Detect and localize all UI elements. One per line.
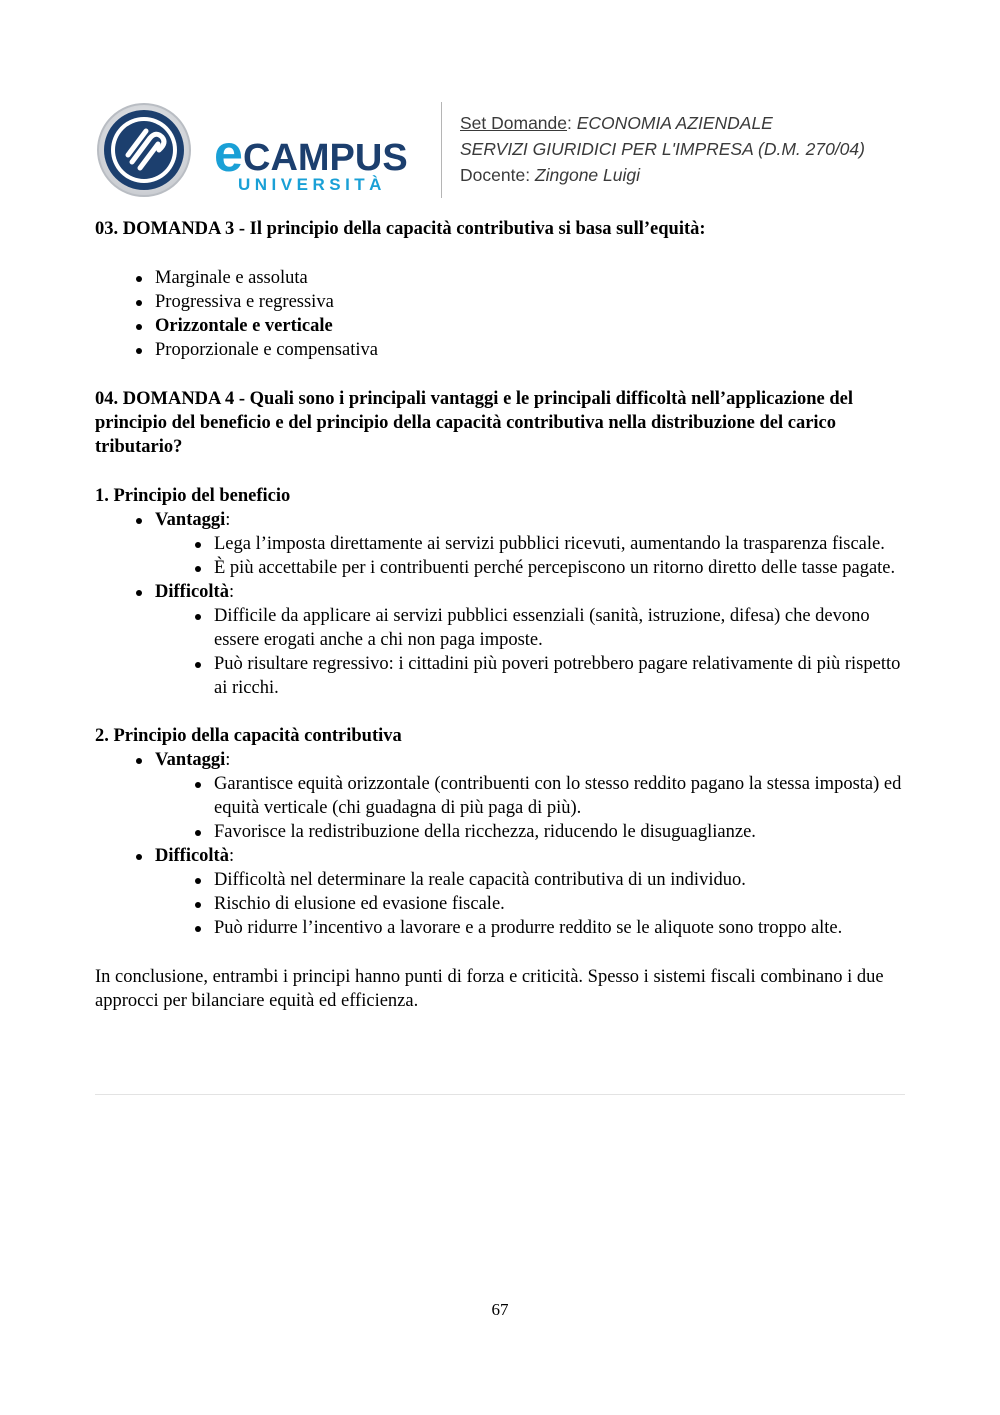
list-item-text: Garantisce equità orizzontale (contribuenti con lo stesso reddito pagano la stessa imposta) ed equità verticale (chi guadagna di più paga di più). <box>214 774 902 818</box>
logo-universita: UNIVERSITÀ <box>238 175 386 194</box>
vantaggi-list <box>155 772 910 844</box>
colon: : <box>228 846 235 866</box>
section-2-list <box>95 748 910 940</box>
bullet-icon <box>136 348 142 354</box>
teacher-separator: : <box>525 165 535 185</box>
question-3-title: 03. DOMANDA 3 - Il principio della capacità contributiva si basa sull’equità: <box>95 219 706 239</box>
question-3-options <box>95 266 910 362</box>
bullet-icon <box>195 782 201 788</box>
list-item-text: Rischio di elusione ed evasione fiscale. <box>214 894 505 914</box>
vantaggi-item <box>155 748 910 844</box>
section-heading: 2. Principio della capacità contributiva <box>95 726 402 746</box>
set-separator: : <box>567 113 577 133</box>
list-item-text: È più accettabile per i contribuenti perché percepiscono un ritorno diretto delle tasse pagate. <box>214 558 896 578</box>
teacher-line <box>460 162 865 188</box>
list-item <box>214 532 910 556</box>
bullet-icon <box>195 566 201 572</box>
list-item <box>214 892 910 916</box>
list-item-text: Favorisce la redistribuzione della ricchezza, riducendo le disuguaglianze. <box>214 822 756 842</box>
page-number: 67 <box>491 1300 509 1319</box>
header-divider <box>441 102 442 198</box>
list-item <box>214 772 910 820</box>
option-text: Marginale e assoluta <box>155 268 308 288</box>
set-line <box>460 110 865 136</box>
teacher-label: Docente <box>460 165 526 185</box>
difficolta-list <box>155 868 910 940</box>
teacher-value: Zingone Luigi <box>534 165 640 185</box>
logo-campus: CAMPUS <box>243 137 408 179</box>
bullet-icon <box>136 590 142 596</box>
section-1-list <box>95 508 910 700</box>
option-text-correct: Orizzontale e verticale <box>155 316 333 336</box>
difficolta-list <box>155 604 910 700</box>
difficolta-label: Difficoltà <box>155 846 229 866</box>
colon: : <box>228 582 235 602</box>
list-item <box>214 604 910 652</box>
difficolta-item <box>155 844 910 940</box>
set-label: Set Domande <box>460 113 568 133</box>
option-item <box>155 266 910 290</box>
bullet-icon <box>136 758 142 764</box>
list-item <box>214 820 910 844</box>
ecampus-logo <box>96 100 436 200</box>
bullet-icon <box>195 542 201 548</box>
header-info <box>460 110 865 188</box>
question-4-title: 04. DOMANDA 4 - Quali sono i principali vantaggi e le principali difficoltà nell’applicazione del principio del beneficio e del principio della capacità contributiva nella distribuzione del carico tributario? <box>95 389 854 457</box>
document-body <box>95 217 910 1013</box>
list-item-text: Può risultare regressivo: i cittadini più poveri potrebbero pagare relativamente di più rispetto ai ricchi. <box>214 654 901 698</box>
bullet-icon <box>195 614 201 620</box>
bullet-icon <box>195 878 201 884</box>
bullet-icon <box>195 662 201 668</box>
bullet-icon <box>136 854 142 860</box>
option-item <box>155 290 910 314</box>
list-item-text: Difficile da applicare ai servizi pubblici essenziali (sanità, istruzione, difesa) che devono essere erogati anche a chi non paga imposte. <box>214 606 870 650</box>
course-value: SERVIZI GIURIDICI PER L'IMPRESA (D.M. 270/04) <box>460 139 865 159</box>
option-text: Progressiva e regressiva <box>155 292 334 312</box>
option-item-correct <box>155 314 910 338</box>
conclusion-paragraph: In conclusione, entrambi i principi hanno punti di forza e criticità. Spesso i sistemi fiscali combinano i due approcci per bilanciare equità ed efficienza. <box>95 967 884 1011</box>
bullet-icon <box>195 902 201 908</box>
bullet-icon <box>136 324 142 330</box>
logo-e: e <box>214 125 243 183</box>
colon: : <box>225 510 231 530</box>
option-text: Proporzionale e compensativa <box>155 340 378 360</box>
bullet-icon <box>195 926 201 932</box>
bullet-icon <box>136 300 142 306</box>
vantaggi-label: Vantaggi <box>155 510 226 530</box>
list-item <box>214 916 910 940</box>
document-header <box>96 100 916 200</box>
horizontal-rule <box>95 1094 905 1095</box>
colon: : <box>225 750 231 770</box>
list-item-text: Lega l’imposta direttamente ai servizi pubblici ricevuti, aumentando la trasparenza fiscale. <box>214 534 885 554</box>
list-item <box>214 868 910 892</box>
bullet-icon <box>195 830 201 836</box>
vantaggi-label: Vantaggi <box>155 750 226 770</box>
option-item <box>155 338 910 362</box>
difficolta-label: Difficoltà <box>155 582 229 602</box>
list-item <box>214 652 910 700</box>
vantaggi-item <box>155 508 910 580</box>
list-item <box>214 556 910 580</box>
list-item-text: Può ridurre l’incentivo a lavorare e a produrre reddito se le aliquote sono troppo alte. <box>214 918 843 938</box>
section-heading: 1. Principio del beneficio <box>95 486 291 506</box>
difficolta-item <box>155 580 910 700</box>
bullet-icon <box>136 518 142 524</box>
vantaggi-list <box>155 532 910 580</box>
set-value: ECONOMIA AZIENDALE <box>576 113 773 133</box>
bullet-icon <box>136 276 142 282</box>
course-line <box>460 136 865 162</box>
list-item-text: Difficoltà nel determinare la reale capacità contributiva di un individuo. <box>214 870 746 890</box>
